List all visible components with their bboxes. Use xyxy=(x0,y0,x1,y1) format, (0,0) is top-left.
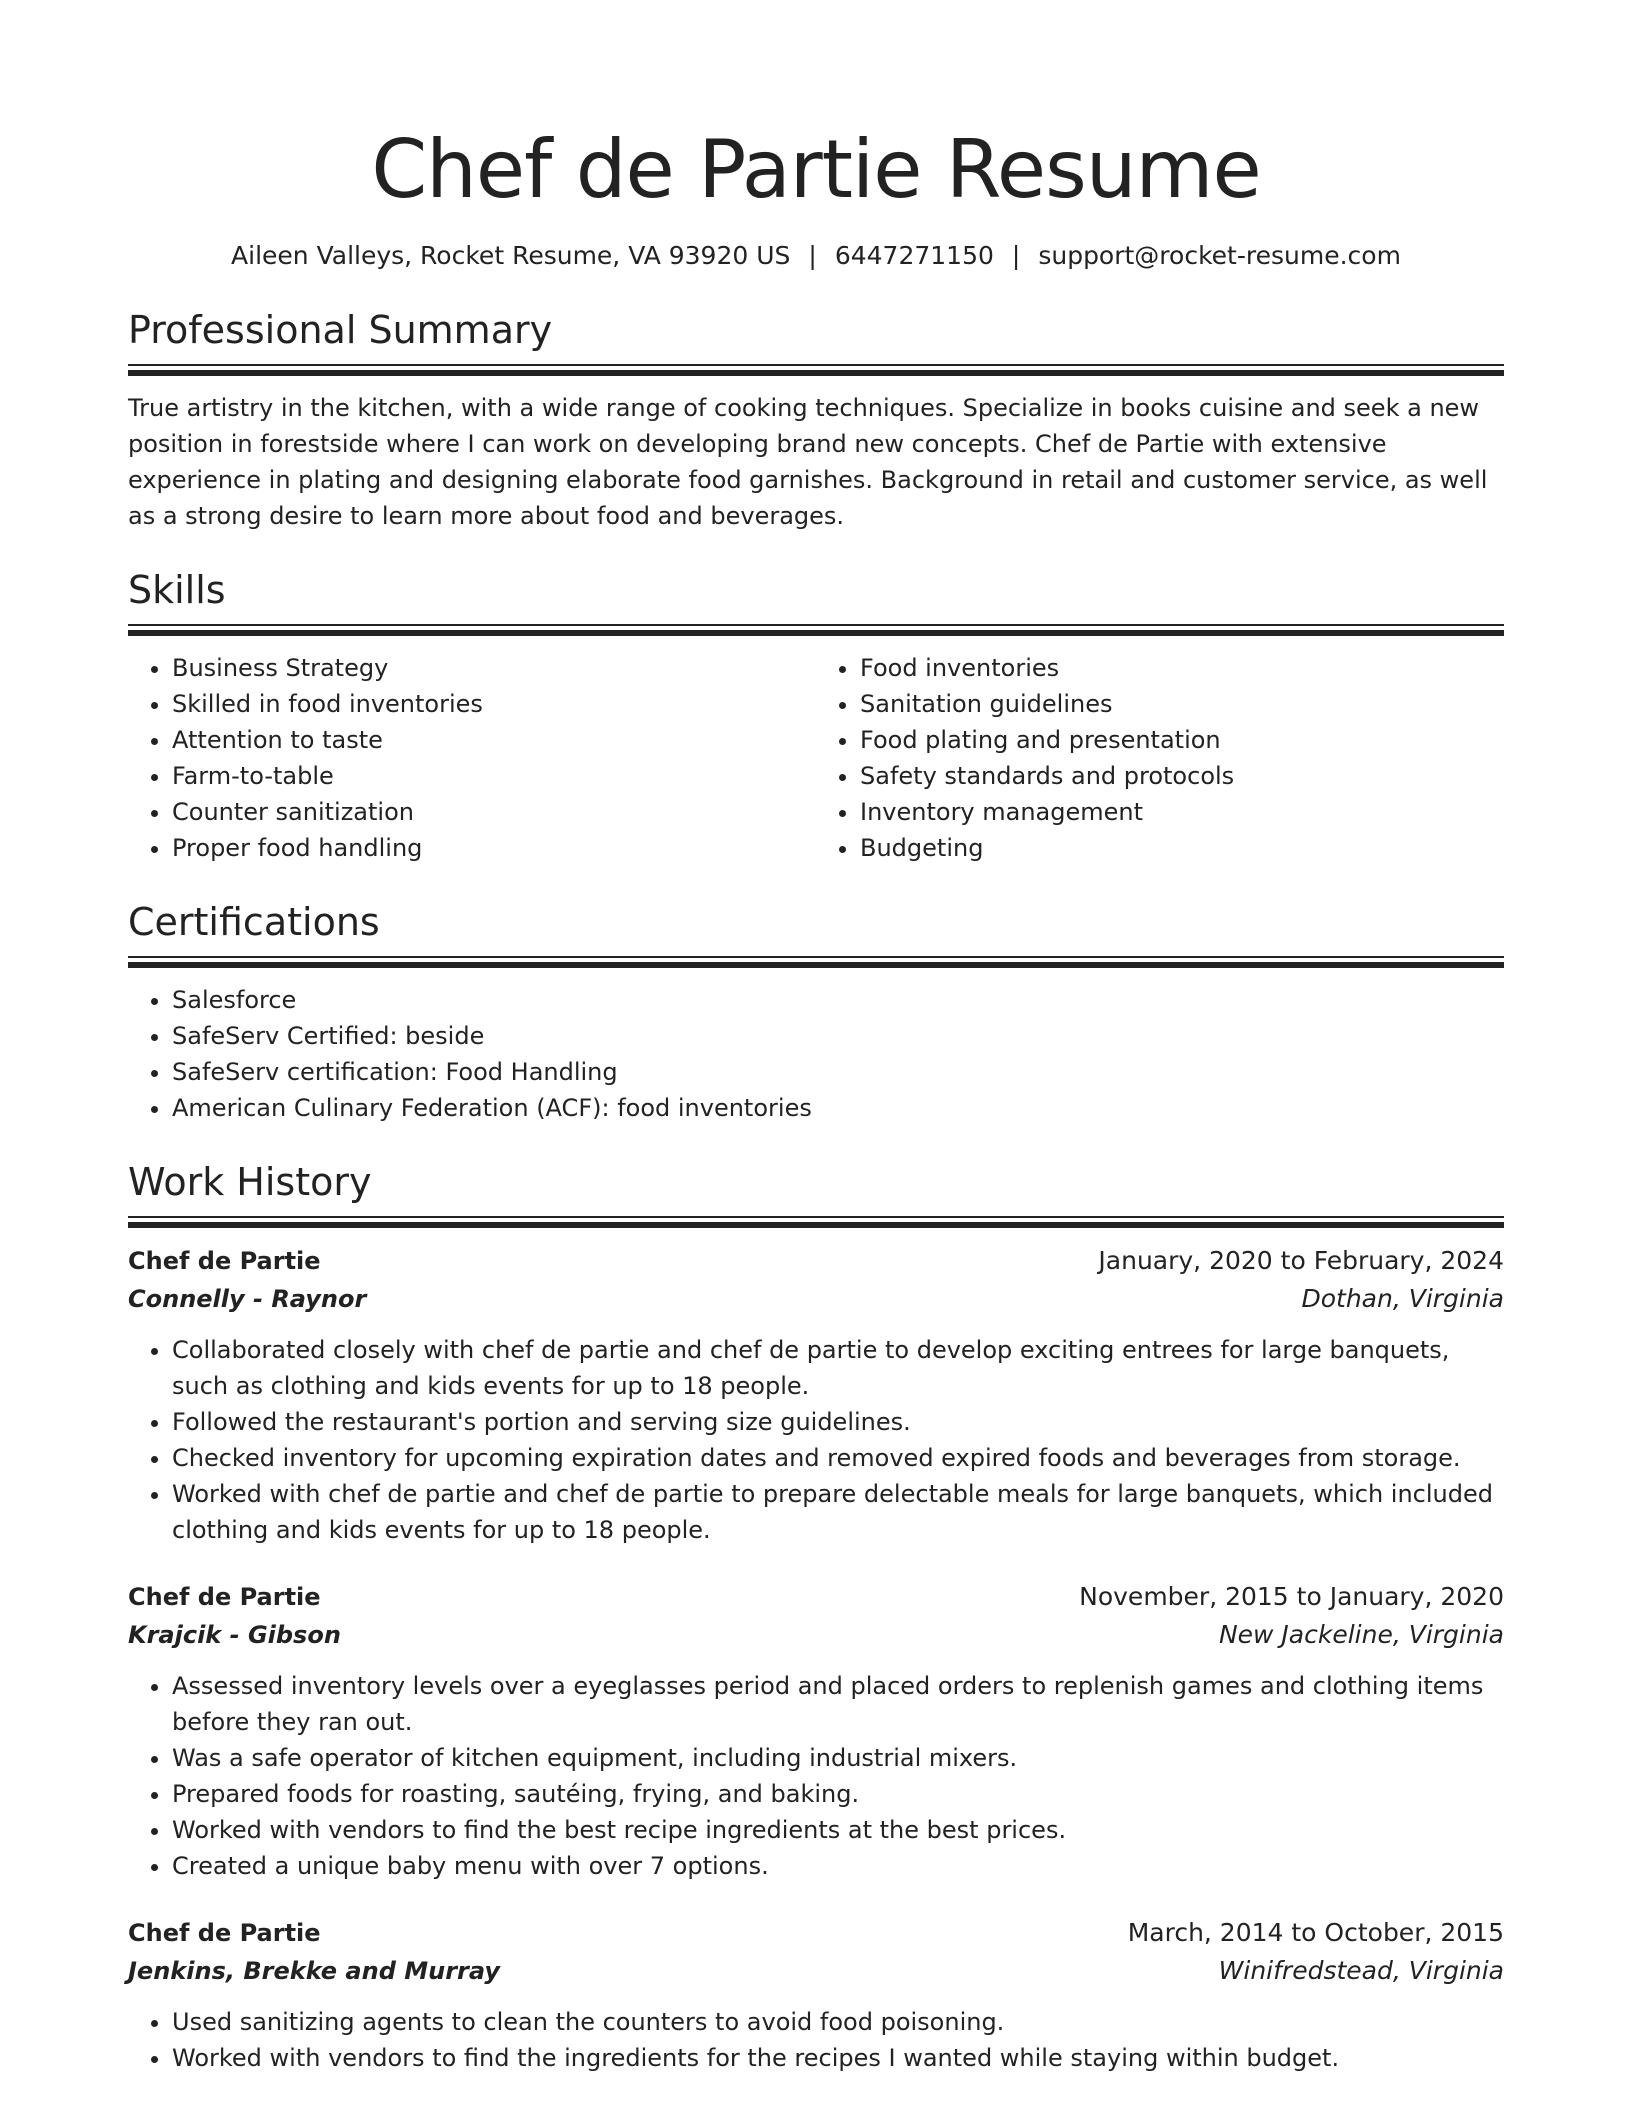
section-divider xyxy=(128,364,1504,376)
job-bullet: • Used sanitizing agents to clean the counters to avoid food poisoning. xyxy=(172,2004,1504,2040)
skill-item: • Budgeting xyxy=(860,830,1504,866)
certifications-list xyxy=(128,982,1504,1126)
skill-item: • Food inventories xyxy=(860,650,1504,686)
skill-item: • Attention to taste xyxy=(172,722,816,758)
job-bullet: • Worked with chef de partie and chef de partie to prepare delectable meals for large banquets, which included clothing and kids events for up to 18 people. xyxy=(172,1476,1504,1548)
job-bullet: • Worked with vendors to find the ingredients for the recipes I wanted while staying within budget. xyxy=(172,2040,1504,2076)
job-location: New Jackeline, Virginia xyxy=(1218,1620,1504,1649)
contact-address: Aileen Valleys, Rocket Resume, VA 93920 US xyxy=(231,241,791,270)
job-subheader-row xyxy=(128,1280,1504,1318)
job-location: Dothan, Virginia xyxy=(1301,1284,1504,1313)
section-heading-summary: Professional Summary xyxy=(128,308,553,352)
skill-item: • Counter sanitization xyxy=(172,794,816,830)
job-company: Connelly - Raynor xyxy=(128,1285,367,1313)
skills-list-left xyxy=(128,650,816,866)
job-dates: January, 2020 to February, 2024 xyxy=(1098,1246,1504,1275)
job-company: Jenkins, Brekke and Murray xyxy=(128,1957,500,1985)
certification-item: • SafeServ Certified: beside xyxy=(172,1018,1504,1054)
resume-title: Chef de Partie Resume xyxy=(371,123,1261,216)
job-bullets xyxy=(128,1668,1504,1884)
section-heading-certifications: Certifications xyxy=(128,900,380,944)
summary-text: True artistry in the kitchen, with a wide range of cooking techniques. Specialize in books cuisine and seek a new position in forestside where I can work on developing brand new concepts. Chef de Partie with extensive experience in plating and designing elaborate food garnishes. Background in retail and customer service, as well as a strong desire to learn more about food and beverages. xyxy=(128,394,1488,530)
contact-email: support@rocket-resume.com xyxy=(1038,241,1401,270)
job-bullets xyxy=(128,2004,1504,2076)
job-entry xyxy=(128,1914,1504,2076)
work-history-section xyxy=(128,1158,1504,2076)
resume-page xyxy=(128,120,1504,2076)
section-divider xyxy=(128,624,1504,636)
job-entry xyxy=(128,1578,1504,1884)
section-heading-work-history: Work History xyxy=(128,1160,372,1204)
job-title: Chef de Partie xyxy=(128,1919,321,1947)
contact-separator: | xyxy=(1011,241,1021,270)
contact-phone: 6447271150 xyxy=(834,241,994,270)
job-bullet: • Assessed inventory levels over a eyeglasses period and placed orders to replenish games and clothing items before they ran out. xyxy=(172,1668,1504,1740)
summary-section xyxy=(128,306,1504,534)
skill-item: • Farm-to-table xyxy=(172,758,816,794)
skill-item: • Inventory management xyxy=(860,794,1504,830)
job-bullet: • Prepared foods for roasting, sautéing, frying, and baking. xyxy=(172,1776,1504,1812)
job-title: Chef de Partie xyxy=(128,1247,321,1275)
job-subheader-row xyxy=(128,1616,1504,1654)
section-heading-skills: Skills xyxy=(128,568,226,612)
job-location: Winifredstead, Virginia xyxy=(1218,1956,1504,1985)
skill-item: • Proper food handling xyxy=(172,830,816,866)
contact-separator: | xyxy=(808,241,817,270)
job-title: Chef de Partie xyxy=(128,1583,321,1611)
certification-item: • SafeServ certification: Food Handling xyxy=(172,1054,1504,1090)
skill-item: • Food plating and presentation xyxy=(860,722,1504,758)
skills-section xyxy=(128,566,1504,866)
job-dates: November, 2015 to January, 2020 xyxy=(1079,1582,1504,1611)
job-header-row xyxy=(128,1242,1504,1280)
job-bullet: • Checked inventory for upcoming expiration dates and removed expired foods and beverages from storage. xyxy=(172,1440,1504,1476)
job-bullet: • Was a safe operator of kitchen equipment, including industrial mixers. xyxy=(172,1740,1504,1776)
section-divider xyxy=(128,956,1504,968)
section-divider xyxy=(128,1216,1504,1228)
job-bullet: • Worked with vendors to find the best recipe ingredients at the best prices. xyxy=(172,1812,1504,1848)
skill-item: • Sanitation guidelines xyxy=(860,686,1504,722)
skill-item: • Safety standards and protocols xyxy=(860,758,1504,794)
job-header-row xyxy=(128,1914,1504,1952)
job-dates: March, 2014 to October, 2015 xyxy=(1127,1918,1504,1947)
skill-item: • Skilled in food inventories xyxy=(172,686,816,722)
job-bullets xyxy=(128,1332,1504,1548)
certification-item: • American Culinary Federation (ACF): food inventories xyxy=(172,1090,1504,1126)
job-bullet: • Followed the restaurant's portion and serving size guidelines. xyxy=(172,1404,1504,1440)
skills-columns xyxy=(128,650,1504,866)
job-entry xyxy=(128,1242,1504,1548)
certifications-section xyxy=(128,898,1504,1126)
contact-line xyxy=(128,238,1504,274)
job-company: Krajcik - Gibson xyxy=(128,1621,341,1649)
job-bullet: • Collaborated closely with chef de partie and chef de partie to develop exciting entrees for large banquets, such as clothing and kids events for up to 18 people. xyxy=(172,1332,1504,1404)
certification-item: • Salesforce xyxy=(172,982,1504,1018)
job-subheader-row xyxy=(128,1952,1504,1990)
skill-item: • Business Strategy xyxy=(172,650,816,686)
job-bullet: • Created a unique baby menu with over 7 options. xyxy=(172,1848,1504,1884)
skills-list-right xyxy=(816,650,1504,866)
job-header-row xyxy=(128,1578,1504,1616)
